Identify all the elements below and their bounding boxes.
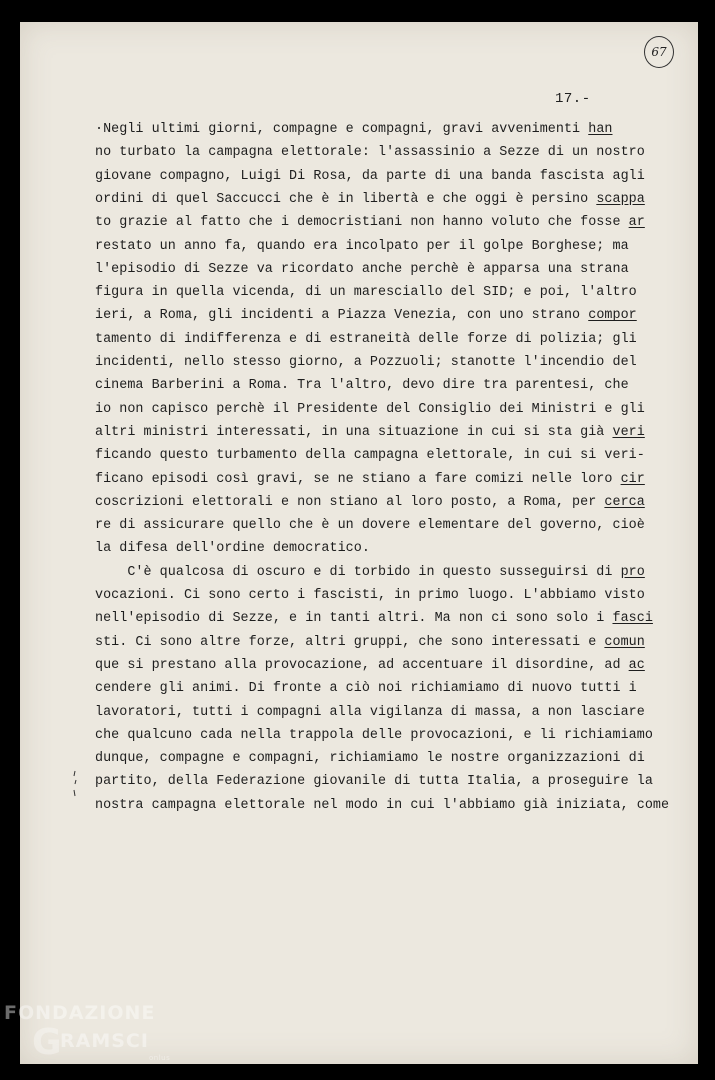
text-fragment: nostra campagna elettorale nel modo in cui l'abbiamo già iniziata, come [95, 797, 670, 813]
text-line [95, 472, 695, 488]
text-line [95, 308, 695, 324]
text-line [95, 798, 695, 814]
underlined-fragment: han [588, 122, 613, 137]
archive-stamp-number: 67 [651, 45, 667, 59]
text-line [95, 122, 695, 138]
text-line [95, 658, 695, 674]
text-fragment: C'è qualcosa di oscuro e di torbido in questo susseguirsi di [95, 564, 621, 580]
text-fragment: ieri, a Roma, gli incidenti a Piazza Venezia, con uno strano [95, 308, 589, 324]
text-fragment: che qualcuno cada nella trappola delle provocazioni, e li richiamiamo [95, 727, 653, 743]
archive-page-stamp [644, 36, 674, 68]
text-line [95, 215, 695, 231]
text-fragment: giovane compagno, Luigi Di Rosa, da parte di una banda fascista agli [95, 168, 645, 184]
text-line [95, 495, 695, 511]
text-line [95, 425, 695, 441]
text-fragment: ordini di quel Saccucci che è in libertà e che oggi è persino [95, 191, 597, 207]
fondazione-gramsci-watermark [4, 1000, 194, 1080]
underlined-fragment: scappa [596, 191, 645, 207]
text-fragment: que si prestano alla provocazione, ad accentuare il disordine, ad [95, 657, 629, 673]
text-fragment: dunque, compagne e compagni, richiamiamo le nostre organizzazioni di [95, 751, 645, 767]
text-fragment: ·Negli ultimi giorni, compagne e compagni, gravi avvenimenti [95, 122, 589, 137]
text-fragment: cendere gli animi. Di fronte a ciò noi richiamiamo di nuovo tutti i [95, 681, 637, 697]
text-line [95, 448, 695, 464]
text-line [95, 681, 695, 697]
text-line [95, 774, 695, 790]
text-line [95, 332, 695, 348]
text-line [95, 285, 695, 301]
underlined-fragment: veri [612, 424, 645, 440]
text-line [95, 169, 695, 185]
text-fragment: restato un anno fa, quando era incolpato per il golpe Borghese; ma [95, 238, 629, 254]
text-fragment: vocazioni. Ci sono certo i fascisti, in primo luogo. L'abbiamo visto [95, 588, 645, 603]
text-fragment: incidenti, nello stesso giorno, a Pozzuoli; stanotte l'incendio del [95, 355, 637, 370]
text-line [95, 705, 695, 721]
text-line [95, 751, 695, 767]
text-fragment: cinema Barberini a Roma. Tra l'altro, devo dire tra parentesi, che [95, 378, 629, 394]
text-line [95, 611, 695, 627]
text-line [95, 518, 695, 534]
underlined-fragment: comun [604, 634, 645, 650]
text-fragment: re di assicurare quello che è un dovere elementare del governo, cioè [95, 518, 645, 534]
watermark-line1: FONDAZIONE [4, 1002, 156, 1024]
underlined-fragment: compor [588, 308, 637, 324]
watermark-initial: G [32, 1022, 62, 1063]
text-line [95, 565, 695, 581]
underlined-fragment: fasci [612, 611, 653, 627]
text-fragment: sti. Ci sono altre forze, altri gruppi, che sono interessati e [95, 634, 605, 650]
text-line [95, 402, 695, 418]
margin-pencil-mark [72, 770, 78, 798]
underlined-fragment: cerca [604, 494, 645, 510]
text-fragment: nell'episodio di Sezze, e in tanti altri. Ma non ci sono solo i [95, 611, 613, 627]
text-line [95, 588, 695, 604]
text-fragment: ficano episodi così gravi, se ne stiano a fare comizi nelle loro [95, 471, 621, 487]
text-fragment: partito, della Federazione giovanile di tutta Italia, a proseguire la [95, 774, 653, 790]
text-fragment: la difesa dell'ordine democratico. [95, 541, 370, 557]
underlined-fragment: pro [620, 564, 645, 580]
page-number: 17.- [555, 91, 591, 107]
text-line [95, 192, 695, 208]
text-line [95, 239, 695, 255]
underlined-fragment: ac [628, 657, 645, 673]
watermark-suffix: onlus [149, 1054, 171, 1062]
underlined-fragment: cir [620, 471, 645, 487]
underlined-fragment: ar [628, 215, 645, 231]
text-fragment: figura in quella vicenda, di un maresciallo del SID; e poi, l'altro [95, 285, 637, 301]
text-line [95, 145, 695, 161]
text-line [95, 635, 695, 651]
text-line [95, 262, 695, 278]
text-fragment: no turbato la campagna elettorale: l'assassinio a Sezze di un nostro [95, 145, 645, 161]
text-fragment: tamento di indifferenza e di estraneità delle forze di polizia; gli [95, 331, 637, 347]
text-fragment: coscrizioni elettorali e non stiano al loro posto, a Roma, per [95, 494, 605, 510]
watermark-line2: RAMSCI [60, 1030, 149, 1052]
text-fragment: l'episodio di Sezze va ricordato anche perchè è apparsa una strana [95, 261, 629, 277]
text-line [95, 378, 695, 394]
text-line [95, 728, 695, 744]
text-fragment: altri ministri interessati, in una situazione in cui si sta già [95, 424, 613, 440]
text-fragment: io non capisco perchè il Presidente del Consiglio dei Ministri e gli [95, 401, 645, 417]
text-fragment: lavoratori, tutti i compagni alla vigilanza di massa, a non lasciare [95, 704, 645, 720]
text-line [95, 541, 695, 557]
text-fragment: ficando questo turbamento della campagna elettorale, in cui si veri- [95, 448, 645, 464]
text-fragment: to grazie al fatto che i democristiani non hanno voluto che fosse [95, 215, 629, 231]
text-line [95, 355, 695, 371]
